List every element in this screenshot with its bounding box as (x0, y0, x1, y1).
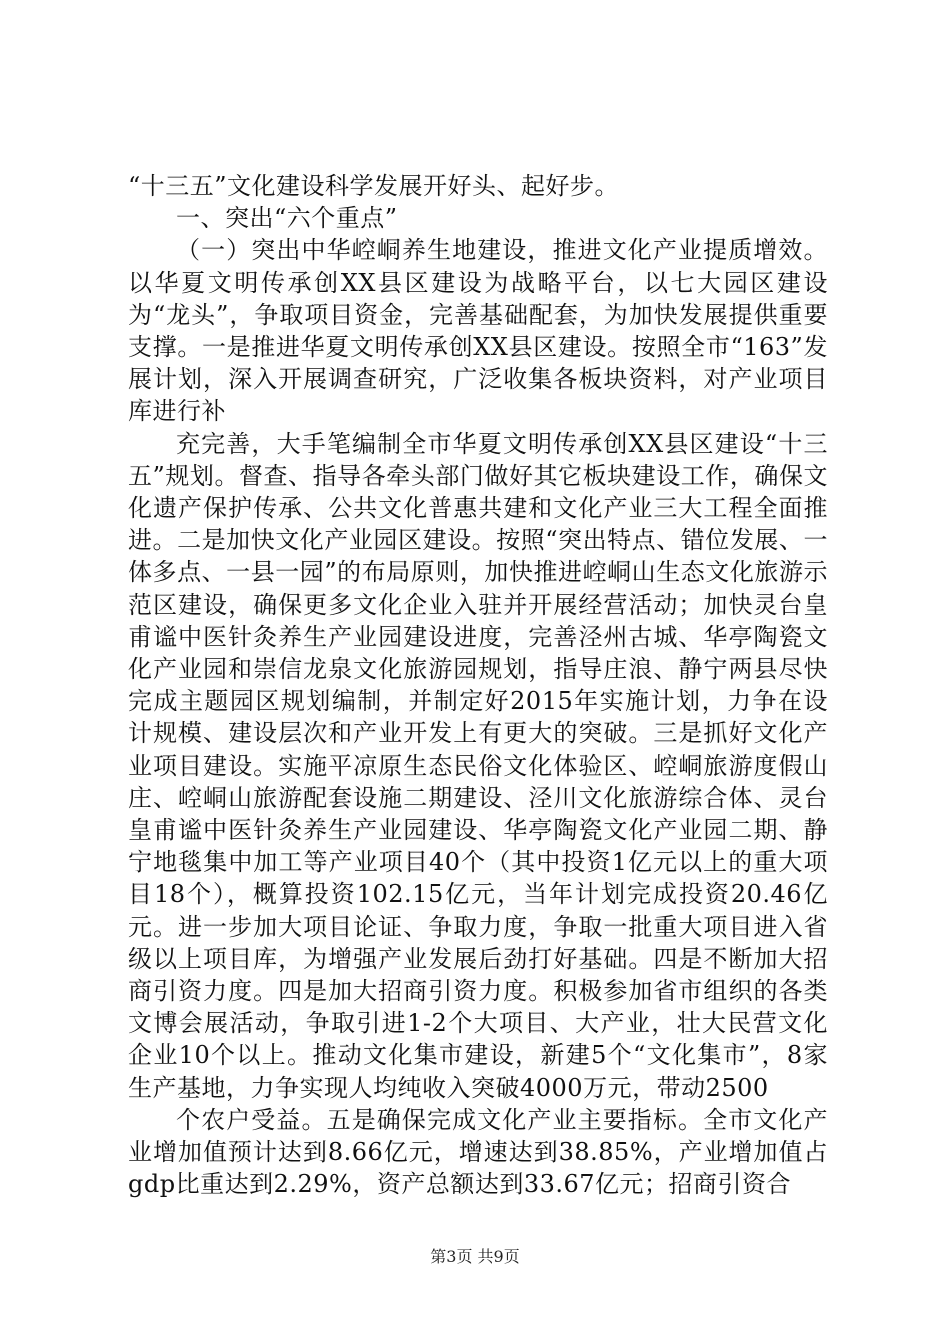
paragraph-4: 充完善，大手笔编制全市华夏文明传承创XX县区建设“十三五”规划。督查、指导各牵头部门做好其它板块建设工作，确保文化遗产保护传承、公共文化普惠共建和文化产业三大工程全面推进。二是加快文化产业园区建设。按照“突出特点、错位发展、一体多点、一县一园”的布局原则，加快推进崆峒山生态文化旅游示范区建设，确保更多文化企业入驻并开展经营活动；加快灵台皇甫谧中医针灸养生产业园建设进度，完善泾州古城、华亭陶瓷文化产业园和崇信龙泉文化旅游园规划，指导庄浪、静宁两县尽快完成主题园区规划编制，并制定好2015年实施计划，力争在设计规模、建设层次和产业开发上有更大的突破。三是抓好文化产业项目建设。实施平凉原生态民俗文化体验区、崆峒旅游度假山庄、崆峒山旅游配套设施二期建设、泾川文化旅游综合体、灵台皇甫谧中医针灸养生产业园建设、华亭陶瓷文化产业园二期、静宁地毯集中加工等产业项目40个（其中投资1亿元以上的重大项目18个），概算投资102.15亿元，当年计划完成投资20.46亿元。进一步加大项目论证、争取力度，争取一批重大项目进入省级以上项目库，为增强产业发展后劲打好基础。四是不断加大招商引资力度。四是加大招商引资力度。积极参加省市组织的各类文博会展活动，争取引进1-2个大项目、大产业，壮大民营文化企业10个以上。推动文化集市建设，新建5个“文化集市”，8家生产基地，力争实现人均纯收入突破4000万元，带动2500 (128, 429, 828, 1102)
page-number-footer: 第3页 共9页 (430, 1247, 520, 1266)
document-body (128, 170, 828, 1201)
paragraph-3: （一）突出中华崆峒养生地建设，推进文化产业提质增效。以华夏文明传承创XX县区建设为战略平台，以七大园区建设为“龙头”，争取项目资金，完善基础配套，为加快发展提供重要支撑。一是推进华夏文明传承创XX县区建设。按照全市“163”发展计划，深入开展调查研究，广泛收集各板块资料，对产业项目库进行补 (128, 236, 828, 426)
paragraph-1: “十三五”文化建设科学发展开好头、起好步。 (128, 172, 620, 200)
paragraph-2-heading: 一、突出“六个重点” (176, 204, 398, 233)
paragraph-5: 个农户受益。五是确保完成文化产业主要指标。全市文化产业增加值预计达到8.66亿元，增速达到38.85%，产业增加值占gdp比重达到2.29%，资产总额达到33.67亿元；招商引资合 (128, 1105, 828, 1199)
